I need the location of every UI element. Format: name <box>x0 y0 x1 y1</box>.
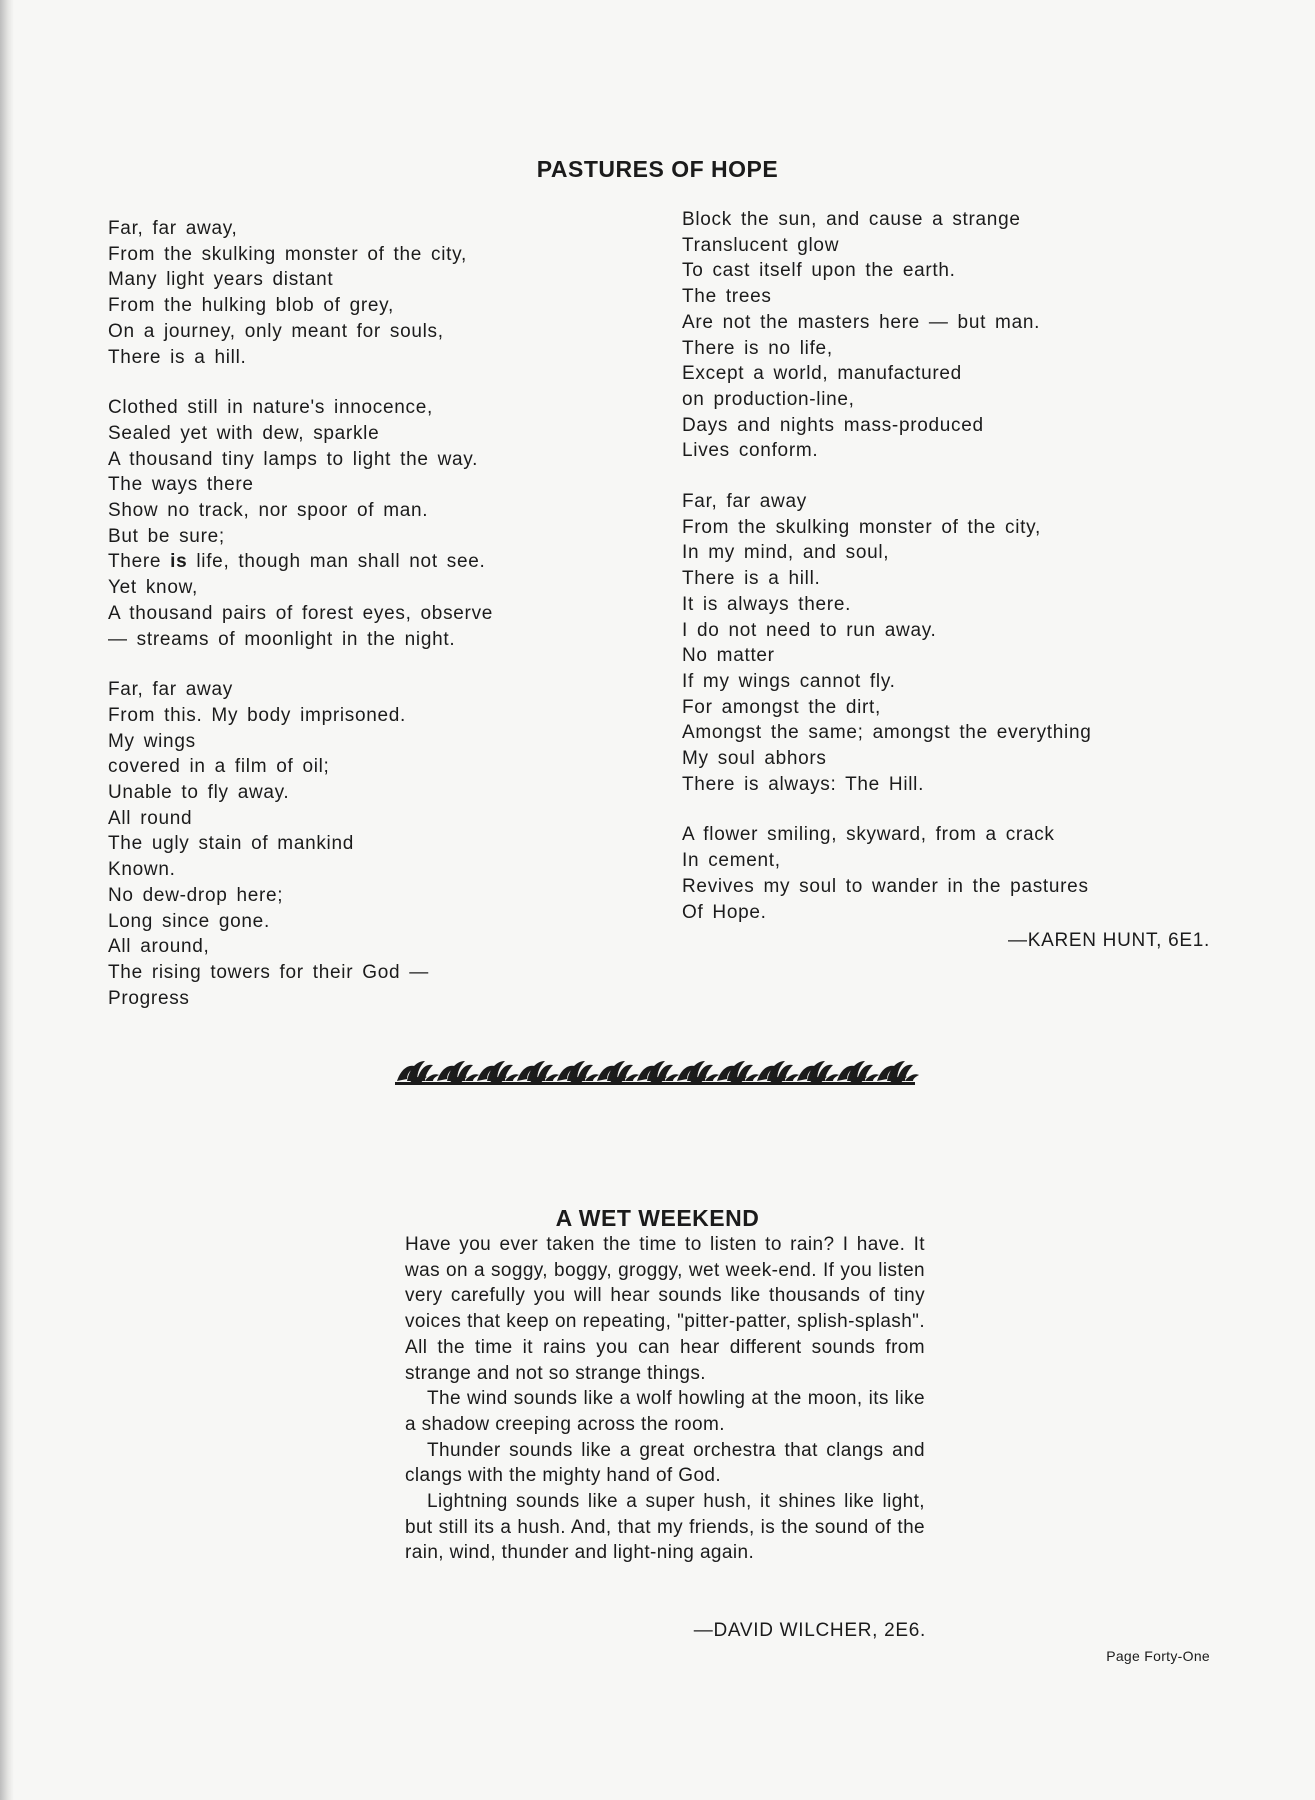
poem-line: A flower smiling, skyward, from a crack <box>682 824 1055 846</box>
poem-line: Known. <box>108 859 176 881</box>
story-author: —DAVID WILCHER, 2E6. <box>693 1620 926 1641</box>
poem-stanza <box>682 207 1182 464</box>
poem-line: There is no life, <box>682 337 833 359</box>
poem-author: —KAREN HUNT, 6E1. <box>1008 930 1210 951</box>
poem-line: Amongst the same; amongst the everything <box>682 722 1092 744</box>
poem-line: All round <box>108 807 193 829</box>
poem-line: From the skulking monster of the city, <box>108 243 467 265</box>
poem-line: The ways there <box>108 474 254 496</box>
poem-line: There is life, though man shall not see. <box>108 551 486 573</box>
story-paragraph: Lightning sounds like a super hush, it shines like light, but still its a hush. And, that my friends, is the sound of the rain, wind, thunder and light-ning again. <box>405 1491 925 1564</box>
poem-line: It is always there. <box>682 593 852 615</box>
poem-line: Lives conform. <box>682 440 819 462</box>
poem-line: Revives my soul to wander in the pastures <box>682 875 1089 897</box>
poem-line: Far, far away <box>682 491 807 513</box>
story-body <box>405 1232 925 1566</box>
poem-stanza <box>108 216 578 370</box>
poem-stanza <box>108 677 578 1011</box>
poem-line: There is a hill. <box>108 346 247 368</box>
poem-line: A thousand pairs of forest eyes, observe <box>108 602 494 624</box>
poem-line: There is always: The Hill. <box>682 773 925 795</box>
poem-stanza <box>682 489 1182 797</box>
poem-line: covered in a film of oil; <box>108 756 330 778</box>
poem-line: In cement, <box>682 850 781 872</box>
poem-line: From the skulking monster of the city, <box>682 516 1041 538</box>
poem-line: Far, far away <box>108 679 233 701</box>
poem-line: Except a world, manufactured <box>682 363 962 385</box>
poem-line: All around, <box>108 936 210 958</box>
poem-line: For amongst the dirt, <box>682 696 881 718</box>
poem-line: But be sure; <box>108 525 225 547</box>
poem-left-column <box>108 216 578 1036</box>
poem-line: My wings <box>108 730 196 752</box>
poem-line: No dew-drop here; <box>108 884 284 906</box>
poem-line: A thousand tiny lamps to light the way. <box>108 448 479 470</box>
story-paragraph: Thunder sounds like a great orchestra that clangs and clangs with the mighty hand of God. <box>405 1439 925 1487</box>
poem-line: No matter <box>682 645 775 667</box>
poem-stanza <box>108 395 578 652</box>
poem-line: Are not the masters here — but man. <box>682 311 1041 333</box>
poem-line: Yet know, <box>108 577 198 599</box>
poem-line: There is a hill. <box>682 568 821 590</box>
ornamental-divider <box>395 1055 925 1089</box>
poem-line: Long since gone. <box>108 910 270 932</box>
poem-right-column <box>682 207 1182 950</box>
poem-line: — streams of moonlight in the night. <box>108 628 456 650</box>
story-paragraph: The wind sounds like a wolf howling at the moon, its like a shadow creeping across the room. <box>405 1388 925 1435</box>
poem-line: The ugly stain of mankind <box>108 833 355 855</box>
page-binding-edge <box>0 0 14 1800</box>
poem-line: Of Hope. <box>682 901 767 923</box>
poem-line: Many light years distant <box>108 269 334 291</box>
poem-line: I do not need to run away. <box>682 619 937 641</box>
poem-line: Show no track, nor spoor of man. <box>108 500 429 522</box>
poem-line: My soul abhors <box>682 748 827 770</box>
page-number: Page Forty-One <box>1106 1648 1210 1664</box>
poem-line: To cast itself upon the earth. <box>682 260 956 282</box>
poem-line: From this. My body imprisoned. <box>108 704 407 726</box>
poem-line: Unable to fly away. <box>108 782 290 804</box>
poem-line: In my mind, and soul, <box>682 542 890 564</box>
poem-line: Progress <box>108 987 190 1009</box>
poem-line: On a journey, only meant for souls, <box>108 320 444 342</box>
poem-title: PASTURES OF HOPE <box>536 156 779 182</box>
poem-line: If my wings cannot fly. <box>682 670 896 692</box>
poem-line: Sealed yet with dew, sparkle <box>108 422 380 444</box>
poem-line: Translucent glow <box>682 234 840 256</box>
poem-line: From the hulking blob of grey, <box>108 295 394 317</box>
story-title: A WET WEEKEND <box>555 1205 760 1231</box>
poem-line: The trees <box>682 286 772 308</box>
poem-line: The rising towers for their God — <box>108 961 429 983</box>
story-paragraph: Have you ever taken the time to listen to rain? I have. It was on a soggy, boggy, groggy, wet week-end. If you listen very carefully you will hear sounds like thousands of tiny voices that keep on repeating, "pitter-patter, splish-splash". All the time it rains you can hear different sounds from strange and not so strange things. <box>405 1234 925 1384</box>
poem-line: Clothed still in nature's innocence, <box>108 397 433 419</box>
poem-line: Block the sun, and cause a strange <box>682 209 1021 230</box>
poem-line: Days and nights mass-produced <box>682 414 984 436</box>
poem-line: Far, far away, <box>108 218 238 239</box>
poem-line: on production-line, <box>682 388 855 410</box>
poem-stanza <box>682 822 1182 925</box>
